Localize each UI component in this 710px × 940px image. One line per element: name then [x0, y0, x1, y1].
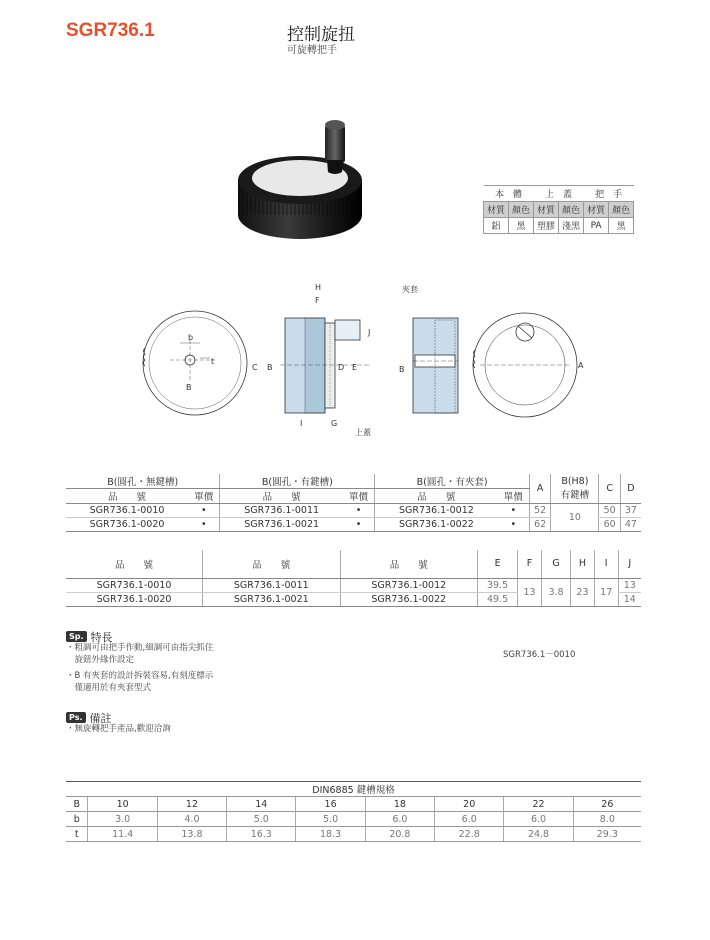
- feature-item: 僅適用於有夾套型式: [66, 683, 152, 693]
- technical-drawing: [130, 280, 600, 440]
- t1-cell: •: [498, 504, 530, 518]
- t2-cell: SGR736.1-0022: [340, 592, 477, 606]
- t1-header-A: A: [529, 474, 550, 504]
- key-cell: 3.0: [88, 812, 157, 827]
- dim-label-J: J: [368, 328, 371, 337]
- t2-cell-J: 14: [618, 592, 641, 606]
- spec-table-2: [66, 550, 641, 607]
- feature-item: ・B 有夾套的設計拆裝容易,有刻度標示: [66, 671, 214, 681]
- key-cell: 26: [573, 797, 641, 812]
- key-row-label: b: [66, 812, 88, 827]
- t1-sub-header: 品 號: [66, 489, 188, 504]
- t1-cell: SGR736.1-0010: [66, 504, 188, 518]
- t2-header: E: [478, 550, 518, 578]
- t1-cell: •: [188, 504, 220, 518]
- dim-label-A: A: [578, 361, 584, 370]
- table-row: [66, 504, 641, 518]
- material-group-body: 本 體: [484, 186, 534, 202]
- dim-label-F: F: [315, 296, 320, 305]
- t1-cell: •: [498, 518, 530, 532]
- key-cell: 5.0: [296, 812, 365, 827]
- t2-cell-G: 3.8: [541, 578, 570, 606]
- notes-tag: Ps.: [66, 712, 86, 723]
- cover-label: 上蓋: [355, 428, 371, 437]
- t1-cell-D: 47: [620, 518, 641, 532]
- spec-table-1: [66, 474, 641, 532]
- material-subheader: 材質: [484, 202, 509, 218]
- t2-header: I: [594, 550, 618, 578]
- t2-cell-H: 23: [571, 578, 595, 606]
- t1-cell: SGR736.1-0022: [375, 518, 498, 532]
- material-value: 淺黑: [559, 218, 584, 234]
- dim-label-B-section: B: [399, 365, 405, 374]
- table-row: [66, 578, 641, 592]
- key-cell: 20: [435, 797, 504, 812]
- t1-cell: •: [343, 504, 375, 518]
- key-cell: 18.3: [296, 827, 365, 842]
- section-view: [413, 318, 458, 413]
- t2-header: H: [571, 550, 595, 578]
- t1-cell: SGR736.1-0012: [375, 504, 498, 518]
- key-spec-table: [66, 781, 641, 842]
- material-table: [483, 185, 634, 234]
- t1-header-D: D: [620, 474, 641, 504]
- t1-group-header: B(圓孔・有夾套): [375, 474, 530, 489]
- t1-cell: •: [188, 518, 220, 532]
- table-row: [66, 797, 641, 812]
- material-value: 黑: [609, 218, 634, 234]
- key-cell: 22.8: [435, 827, 504, 842]
- t1-header-BH8-label: B(H8): [561, 476, 589, 487]
- t2-cell: SGR736.1-0021: [203, 592, 340, 606]
- clamp-label: 夾套: [402, 285, 418, 294]
- key-cell: 29.3: [573, 827, 641, 842]
- dim-label-B-side: B: [267, 363, 273, 372]
- dim-label-I: I: [300, 419, 303, 428]
- key-cell: 16: [296, 797, 365, 812]
- table-row: [66, 827, 641, 842]
- material-value: 黑: [509, 218, 534, 234]
- key-cell: 24.8: [504, 827, 573, 842]
- t2-cell: SGR736.1-0010: [66, 578, 203, 592]
- t1-header-BH8: [551, 474, 599, 504]
- dim-label-B: B: [186, 383, 192, 392]
- dim-label-t: t: [211, 357, 215, 366]
- key-cell: 10: [88, 797, 157, 812]
- table-row: [66, 812, 641, 827]
- key-cell: 12: [157, 797, 226, 812]
- features-title: 特長: [90, 631, 113, 644]
- dim-label-D: D: [338, 363, 345, 372]
- material-subheader: 顏色: [609, 202, 634, 218]
- key-row-label: B: [66, 797, 88, 812]
- material-value: PA: [584, 218, 609, 234]
- key-cell: 8.0: [573, 812, 641, 827]
- feature-item: 旋鈕外緣作設定: [66, 655, 135, 665]
- t2-cell: SGR736.1-0020: [66, 592, 203, 606]
- t2-cell: SGR736.1-0011: [203, 578, 340, 592]
- features-list: [66, 642, 366, 694]
- t1-sub-header: 單價: [188, 489, 220, 504]
- product-code: SGR736.1: [66, 20, 155, 41]
- key-cell: 18: [365, 797, 434, 812]
- material-subheader: 材質: [534, 202, 559, 218]
- t1-cell-B: 10: [551, 504, 599, 532]
- key-cell: 5.0: [227, 812, 296, 827]
- material-value: 塑膠: [534, 218, 559, 234]
- product-photo: [230, 100, 380, 245]
- t2-header: F: [518, 550, 542, 578]
- key-cell: 13.8: [157, 827, 226, 842]
- t2-cell-J: 13: [618, 578, 641, 592]
- t2-header: 品 號: [203, 550, 340, 578]
- t1-sub-header: 單價: [498, 489, 530, 504]
- t2-cell: SGR736.1-0012: [340, 578, 477, 592]
- key-cell: 6.0: [504, 812, 573, 827]
- t1-sub-header: 品 號: [375, 489, 498, 504]
- feature-item: ・粗調可由把手作動,細調可由指尖抓住: [66, 643, 214, 653]
- material-subheader: 顏色: [559, 202, 584, 218]
- material-value: 鋁: [484, 218, 509, 234]
- key-cell: 6.0: [365, 812, 434, 827]
- t1-cell: SGR736.1-0021: [220, 518, 343, 532]
- dim-label-E: E: [352, 363, 358, 372]
- key-row-label: t: [66, 827, 88, 842]
- material-group-handle: 把 手: [584, 186, 634, 202]
- t2-header: 品 號: [340, 550, 477, 578]
- material-subheader: 顏色: [509, 202, 534, 218]
- t2-header: 品 號: [66, 550, 203, 578]
- key-cell: 20.8: [365, 827, 434, 842]
- t2-header: G: [541, 550, 570, 578]
- top-view: [473, 313, 577, 417]
- dim-label-b: b: [188, 333, 194, 342]
- key-cell: 16.3: [227, 827, 296, 842]
- note-item: ・無旋轉把手產品,歡迎洽詢: [66, 724, 171, 734]
- dim-label-G: G: [331, 419, 338, 428]
- t1-cell-A: 62: [529, 518, 550, 532]
- t2-cell-F: 13: [518, 578, 542, 606]
- dim-label-H: H: [315, 283, 322, 292]
- key-table-title: DIN6885 鍵槽規格: [66, 782, 641, 797]
- t1-header-C: C: [599, 474, 620, 504]
- t1-header-BH8-sub: 有鍵槽: [560, 490, 590, 501]
- key-cell: 4.0: [157, 812, 226, 827]
- t2-cell-E: 49.5: [478, 592, 518, 606]
- t1-group-header: B(圓孔・無鍵槽): [66, 474, 220, 489]
- t1-cell: SGR736.1-0020: [66, 518, 188, 532]
- key-cell: 14: [227, 797, 296, 812]
- features-tag: Sp.: [66, 631, 87, 642]
- t2-header: J: [618, 550, 641, 578]
- t1-sub-header: 品 號: [220, 489, 343, 504]
- material-group-cover: 上 蓋: [534, 186, 584, 202]
- front-view: [143, 311, 247, 415]
- t1-cell-A: 52: [529, 504, 550, 518]
- t2-cell-I: 17: [594, 578, 618, 606]
- t1-cell-D: 37: [620, 504, 641, 518]
- dim-label-C: C: [252, 363, 258, 372]
- t1-cell: •: [343, 518, 375, 532]
- material-subheader: 材質: [584, 202, 609, 218]
- key-cell: 11.4: [88, 827, 157, 842]
- key-cell: 22: [504, 797, 573, 812]
- t1-cell: SGR736.1-0011: [220, 504, 343, 518]
- example-part-number: SGR736.1－0010: [503, 650, 576, 660]
- t1-group-header: B(圓孔・有鍵槽): [220, 474, 375, 489]
- product-subtitle: 可旋轉把手: [287, 45, 337, 56]
- t1-cell-C: 50: [599, 504, 620, 518]
- t2-cell-E: 39.5: [478, 578, 518, 592]
- t1-sub-header: 單價: [343, 489, 375, 504]
- product-title: 控制旋扭: [287, 25, 355, 45]
- key-cell: 6.0: [435, 812, 504, 827]
- notes-title: 備註: [89, 712, 112, 725]
- t1-cell-C: 60: [599, 518, 620, 532]
